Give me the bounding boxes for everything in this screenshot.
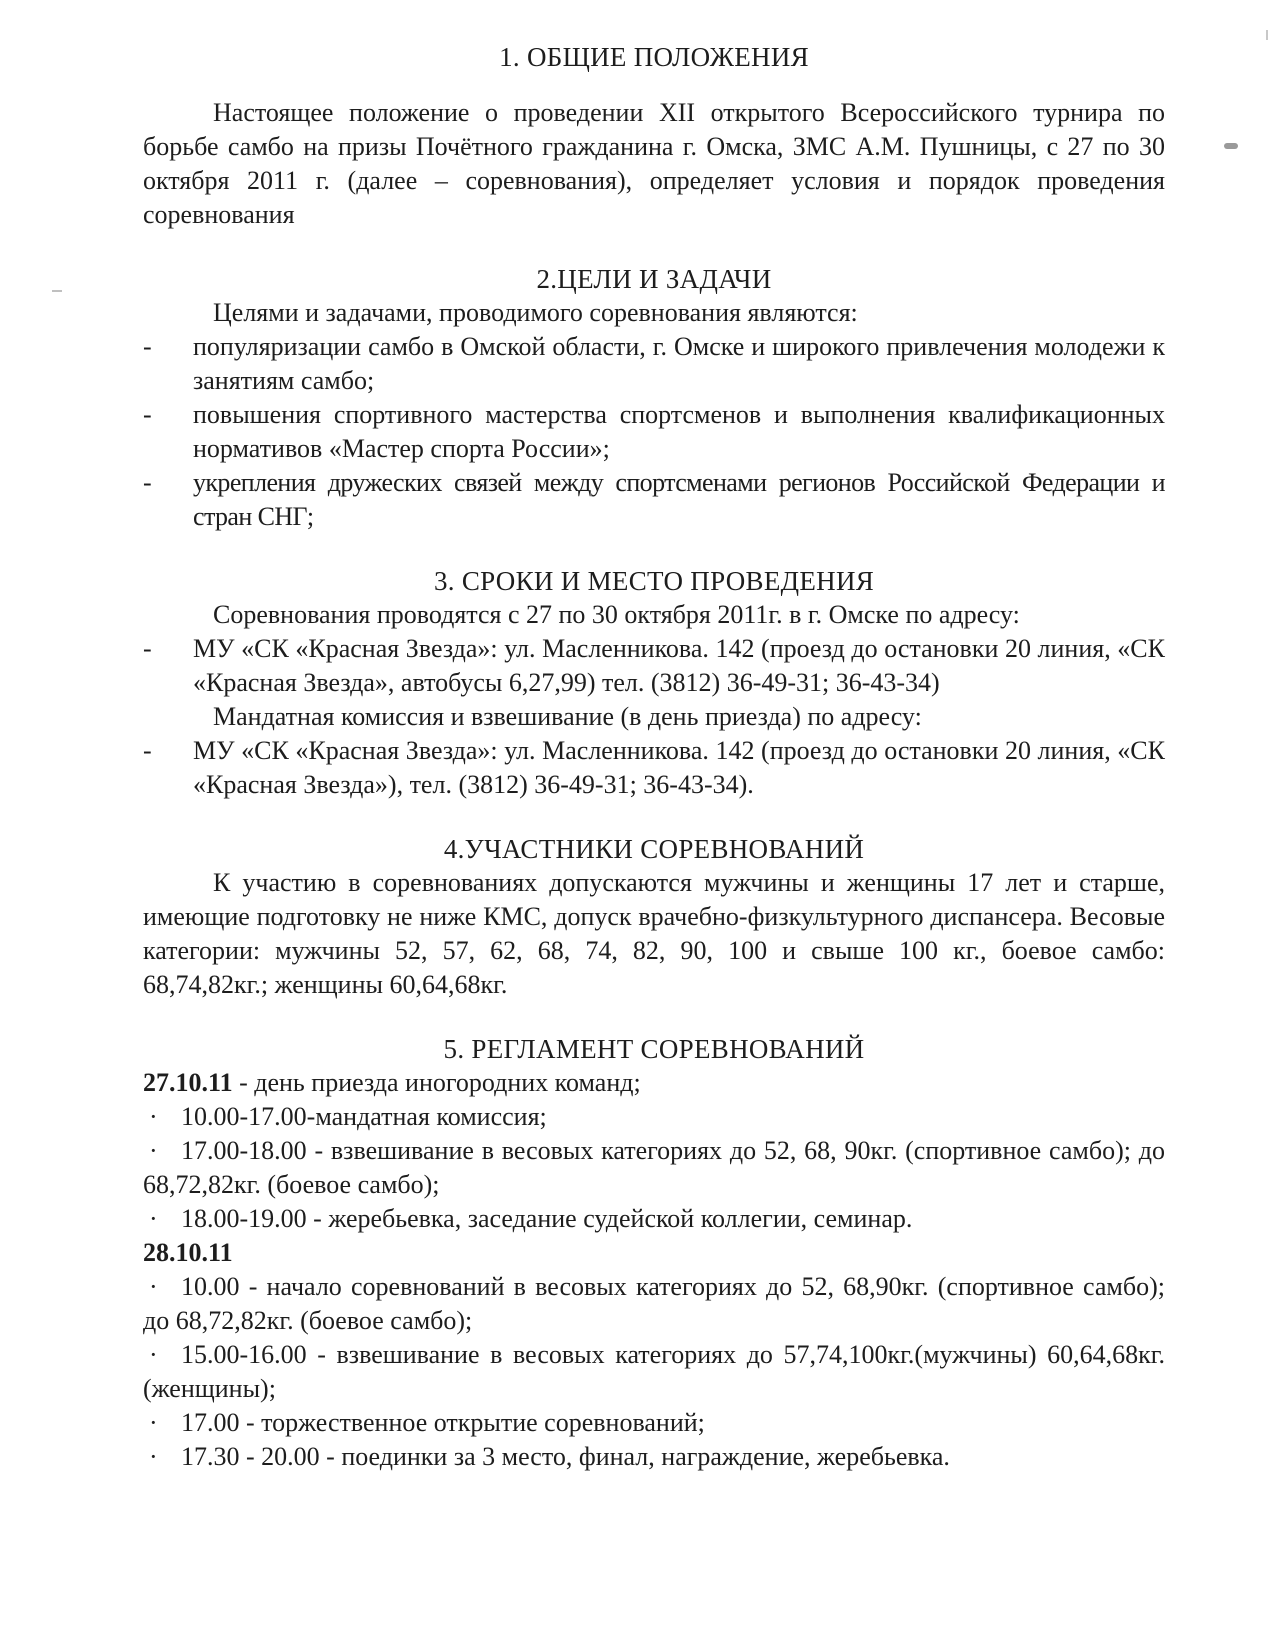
list-item: - МУ «СК «Красная Звезда»: ул. Масленникова. 142 (проезд до остановки 20 линия, «СК «Красная Звезда»), тел. (3812) 36-49-31; 36-43-34). [143,736,1165,799]
dash-marker: - [143,634,152,663]
section-1-paragraph: Настоящее положение о проведении XII открытого Всероссийского турнира по борьбе самбо на призы Почётного гражданина г. Омска, ЗМС А.М. Пушницы, с 27 по 30 октября 2011 г. (далее – соревнования), определяет условия и порядок проведения соревнования [143,98,1165,229]
schedule-date: 28.10.11 [143,1238,233,1267]
section-4-title: 4.УЧАСТНИКИ СОРЕВНОВАНИЙ [443,834,865,864]
bullet-marker: · [149,1442,158,1471]
scan-artifact [1266,30,1268,40]
section-1-title: 1. ОБЩИЕ ПОЛОЖЕНИЯ [499,42,809,72]
dash-marker: - [143,468,152,497]
bullet-marker: · [149,1136,158,1165]
section-2-title: 2.ЦЕЛИ И ЗАДАЧИ [536,264,772,294]
list-item: - МУ «СК «Красная Звезда»: ул. Масленникова. 142 (проезд до остановки 20 линия, «СК «Красная Звезда», автобусы 6,27,99) тел. (3812) 36-49-31; 36-43-34) [143,634,1165,697]
bullet-marker: · [149,1102,158,1131]
schedule-item: · 17.00 - торжественное открытие соревнований; [143,1406,1165,1440]
schedule-item: · 10.00-17.00-мандатная комиссия; [143,1100,1165,1134]
bullet-marker: · [149,1340,158,1369]
schedule-item: · 17.00-18.00 - взвешивание в весовых категориях до 52, 68, 90кг. (спортивное самбо); до 68,72,82кг. (боевое самбо); [143,1136,1165,1199]
scan-artifact [1224,143,1238,149]
section-5-title: 5. РЕГЛАМЕНТ СОРЕВНОВАНИЙ [443,1034,865,1064]
section-3-intro-2: Мандатная комиссия и взвешивание (в день приезда) по адресу: [213,702,922,731]
bullet-marker: · [149,1408,158,1437]
section-3-title: 3. СРОКИ И МЕСТО ПРОВЕДЕНИЯ [433,566,875,596]
schedule-item: · 10.00 - начало соревнований в весовых категориях до 52, 68,90кг. (спортивное самбо); до 68,72,82кг. (боевое самбо); [143,1272,1165,1335]
schedule-date: 27.10.11 [143,1068,233,1097]
dash-marker: - [143,736,152,765]
list-item: - популяризации самбо в Омской области, г. Омске и широкого привлечения молодежи к занятиям самбо; [143,332,1165,395]
scan-artifact [52,290,62,292]
schedule-day-1: 27.10.11 - день приезда иногородних команд; [143,1068,641,1097]
section-3-intro: Соревнования проводятся с 27 по 30 октября 2011г. в г. Омске по адресу: [213,600,1020,629]
schedule-day-2 [143,1236,1165,1270]
document-page [143,40,1165,1474]
bullet-marker: · [149,1204,158,1233]
section-4-paragraph: К участию в соревнованиях допускаются мужчины и женщины 17 лет и старше, имеющие подготовку не ниже КМС, допуск врачебно-физкультурного диспансера. Весовые категории: мужчины 52, 57, 62, 68, 74, 82, 90, 100 и свыше 100 кг., боевое самбо: 68,74,82кг.; женщины 60,64,68кг. [143,868,1165,999]
schedule-item: · 18.00-19.00 - жеребьевка, заседание судейской коллегии, семинар. [143,1202,1165,1236]
schedule-item: · 15.00-16.00 - взвешивание в весовых категориях до 57,74,100кг.(мужчины) 60,64,68кг. (женщины); [143,1340,1165,1403]
schedule-item: · 17.30 - 20.00 - поединки за 3 место, финал, награждение, жеребьевка. [143,1440,1165,1474]
list-item: - повышения спортивного мастерства спортсменов и выполнения квалификационных нормативов «Мастер спорта России»; [143,400,1165,463]
section-2-intro: Целями и задачами, проводимого соревнования являются: [213,298,858,327]
dash-marker: - [143,400,152,429]
list-item: - укрепления дружеских связей между спортсменами регионов Российской Федерации и стран СНГ; [143,468,1165,531]
dash-marker: - [143,332,152,361]
bullet-marker: · [149,1272,158,1301]
